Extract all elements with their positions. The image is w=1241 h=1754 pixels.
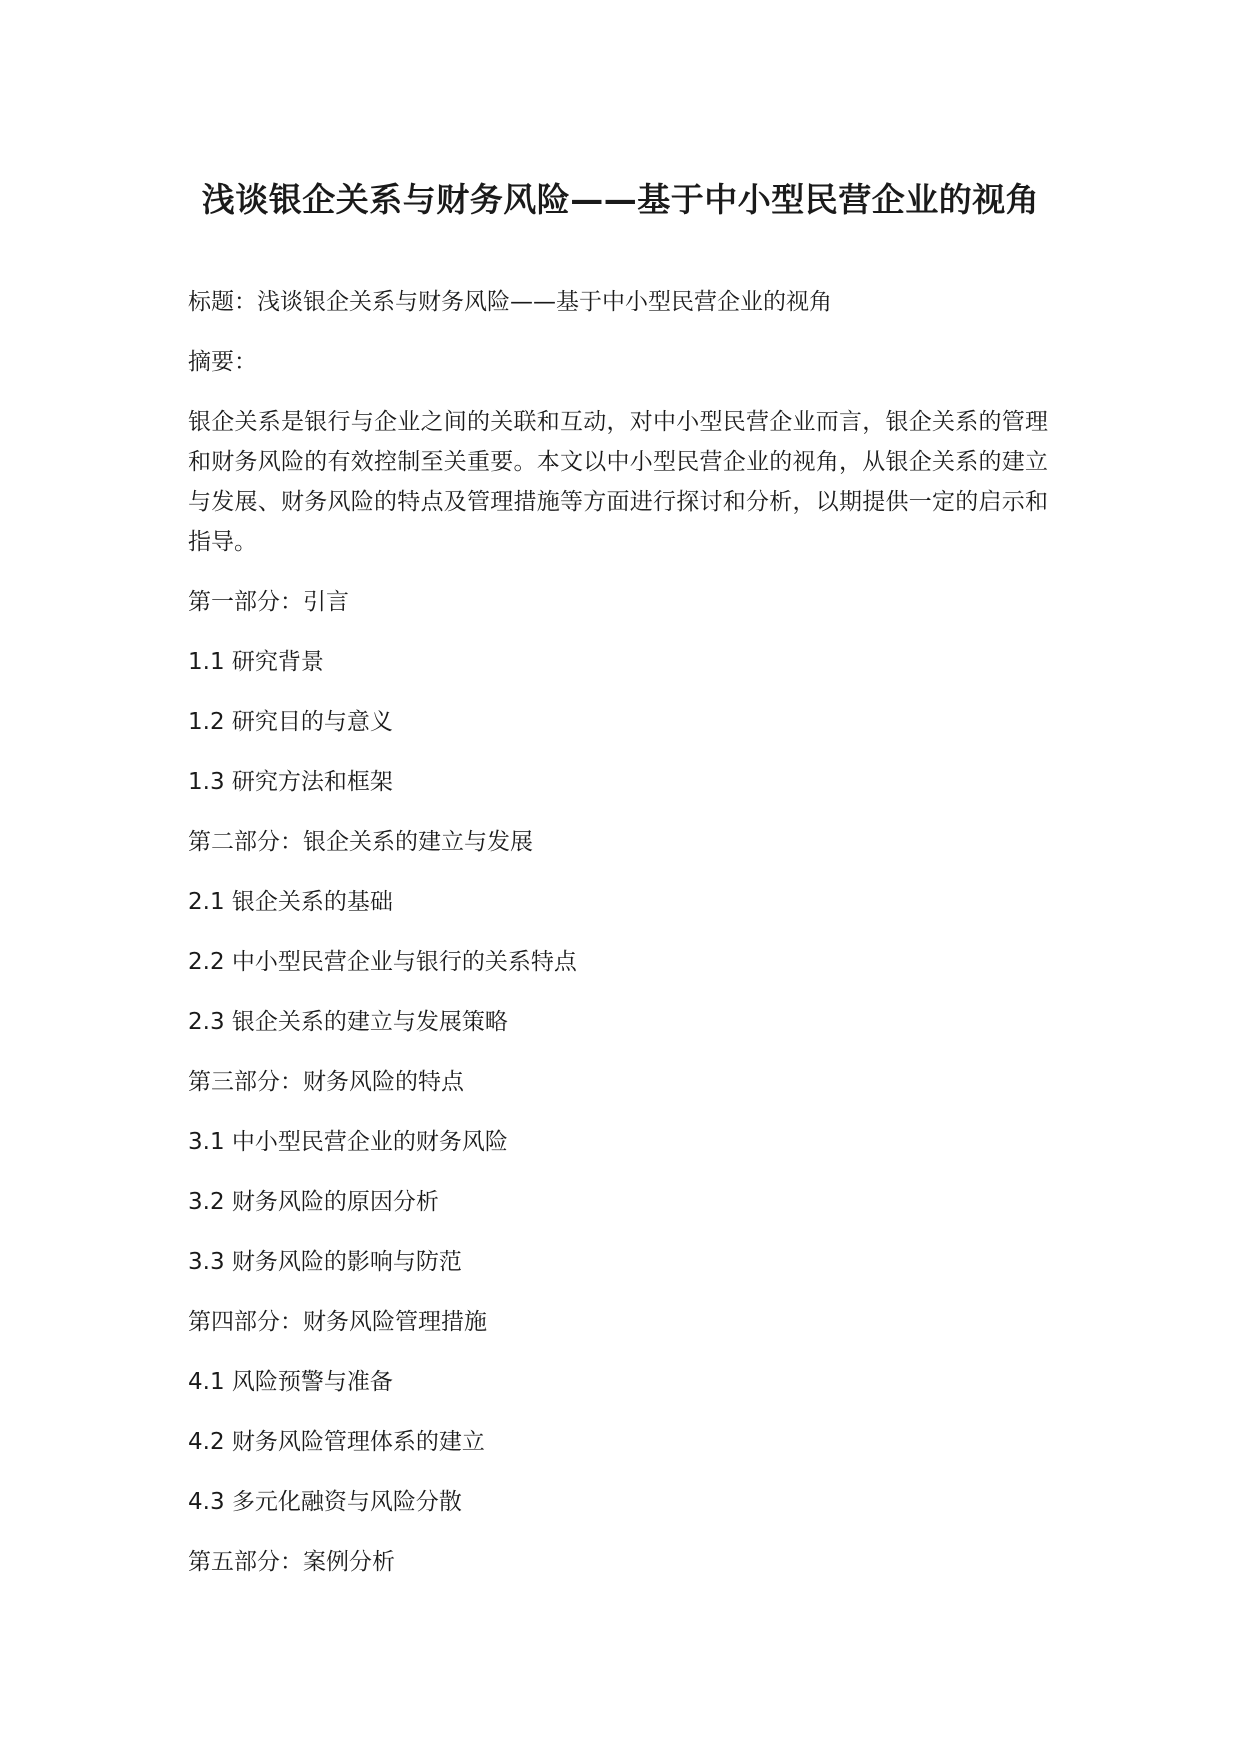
outline-item: 2.1 银企关系的基础 bbox=[188, 889, 393, 915]
outline-item: 4.2 财务风险管理体系的建立 bbox=[188, 1429, 485, 1455]
outline-item: 1.3 研究方法和框架 bbox=[188, 769, 393, 795]
outline-item: 4.1 风险预警与准备 bbox=[188, 1369, 393, 1395]
outline-item: 第四部分：财务风险管理措施 bbox=[188, 1309, 487, 1335]
document-title: 浅谈银企关系与财务风险——基于中小型民营企业的视角 bbox=[201, 180, 1040, 219]
abstract-heading: 摘要： bbox=[188, 349, 257, 375]
outline-item: 4.3 多元化融资与风险分散 bbox=[188, 1489, 462, 1515]
outline-item: 2.2 中小型民营企业与银行的关系特点 bbox=[188, 949, 577, 975]
outline-item: 3.3 财务风险的影响与防范 bbox=[188, 1249, 462, 1275]
outline-item: 3.2 财务风险的原因分析 bbox=[188, 1189, 439, 1215]
outline-item: 第二部分：银企关系的建立与发展 bbox=[188, 829, 533, 855]
outline-item: 2.3 银企关系的建立与发展策略 bbox=[188, 1009, 508, 1035]
outline-item: 第三部分：财务风险的特点 bbox=[188, 1069, 464, 1095]
outline-item: 1.1 研究背景 bbox=[188, 649, 324, 675]
title-line: 标题：浅谈银企关系与财务风险——基于中小型民营企业的视角 bbox=[188, 289, 832, 315]
outline-item: 第五部分：案例分析 bbox=[188, 1549, 395, 1575]
outline-item: 3.1 中小型民营企业的财务风险 bbox=[188, 1129, 508, 1155]
outline-item: 第一部分：引言 bbox=[188, 589, 349, 615]
outline-item: 1.2 研究目的与意义 bbox=[188, 709, 393, 735]
abstract-paragraph: 银企关系是银行与企业之间的关联和互动，对中小型民营企业而言，银企关系的管理和财务风险的有效控制至关重要。本文以中小型民营企业的视角，从银企关系的建立与发展、财务风险的特点及管理措施等方面进行探讨和分析，以期提供一定的启示和指导。 bbox=[188, 409, 1048, 555]
